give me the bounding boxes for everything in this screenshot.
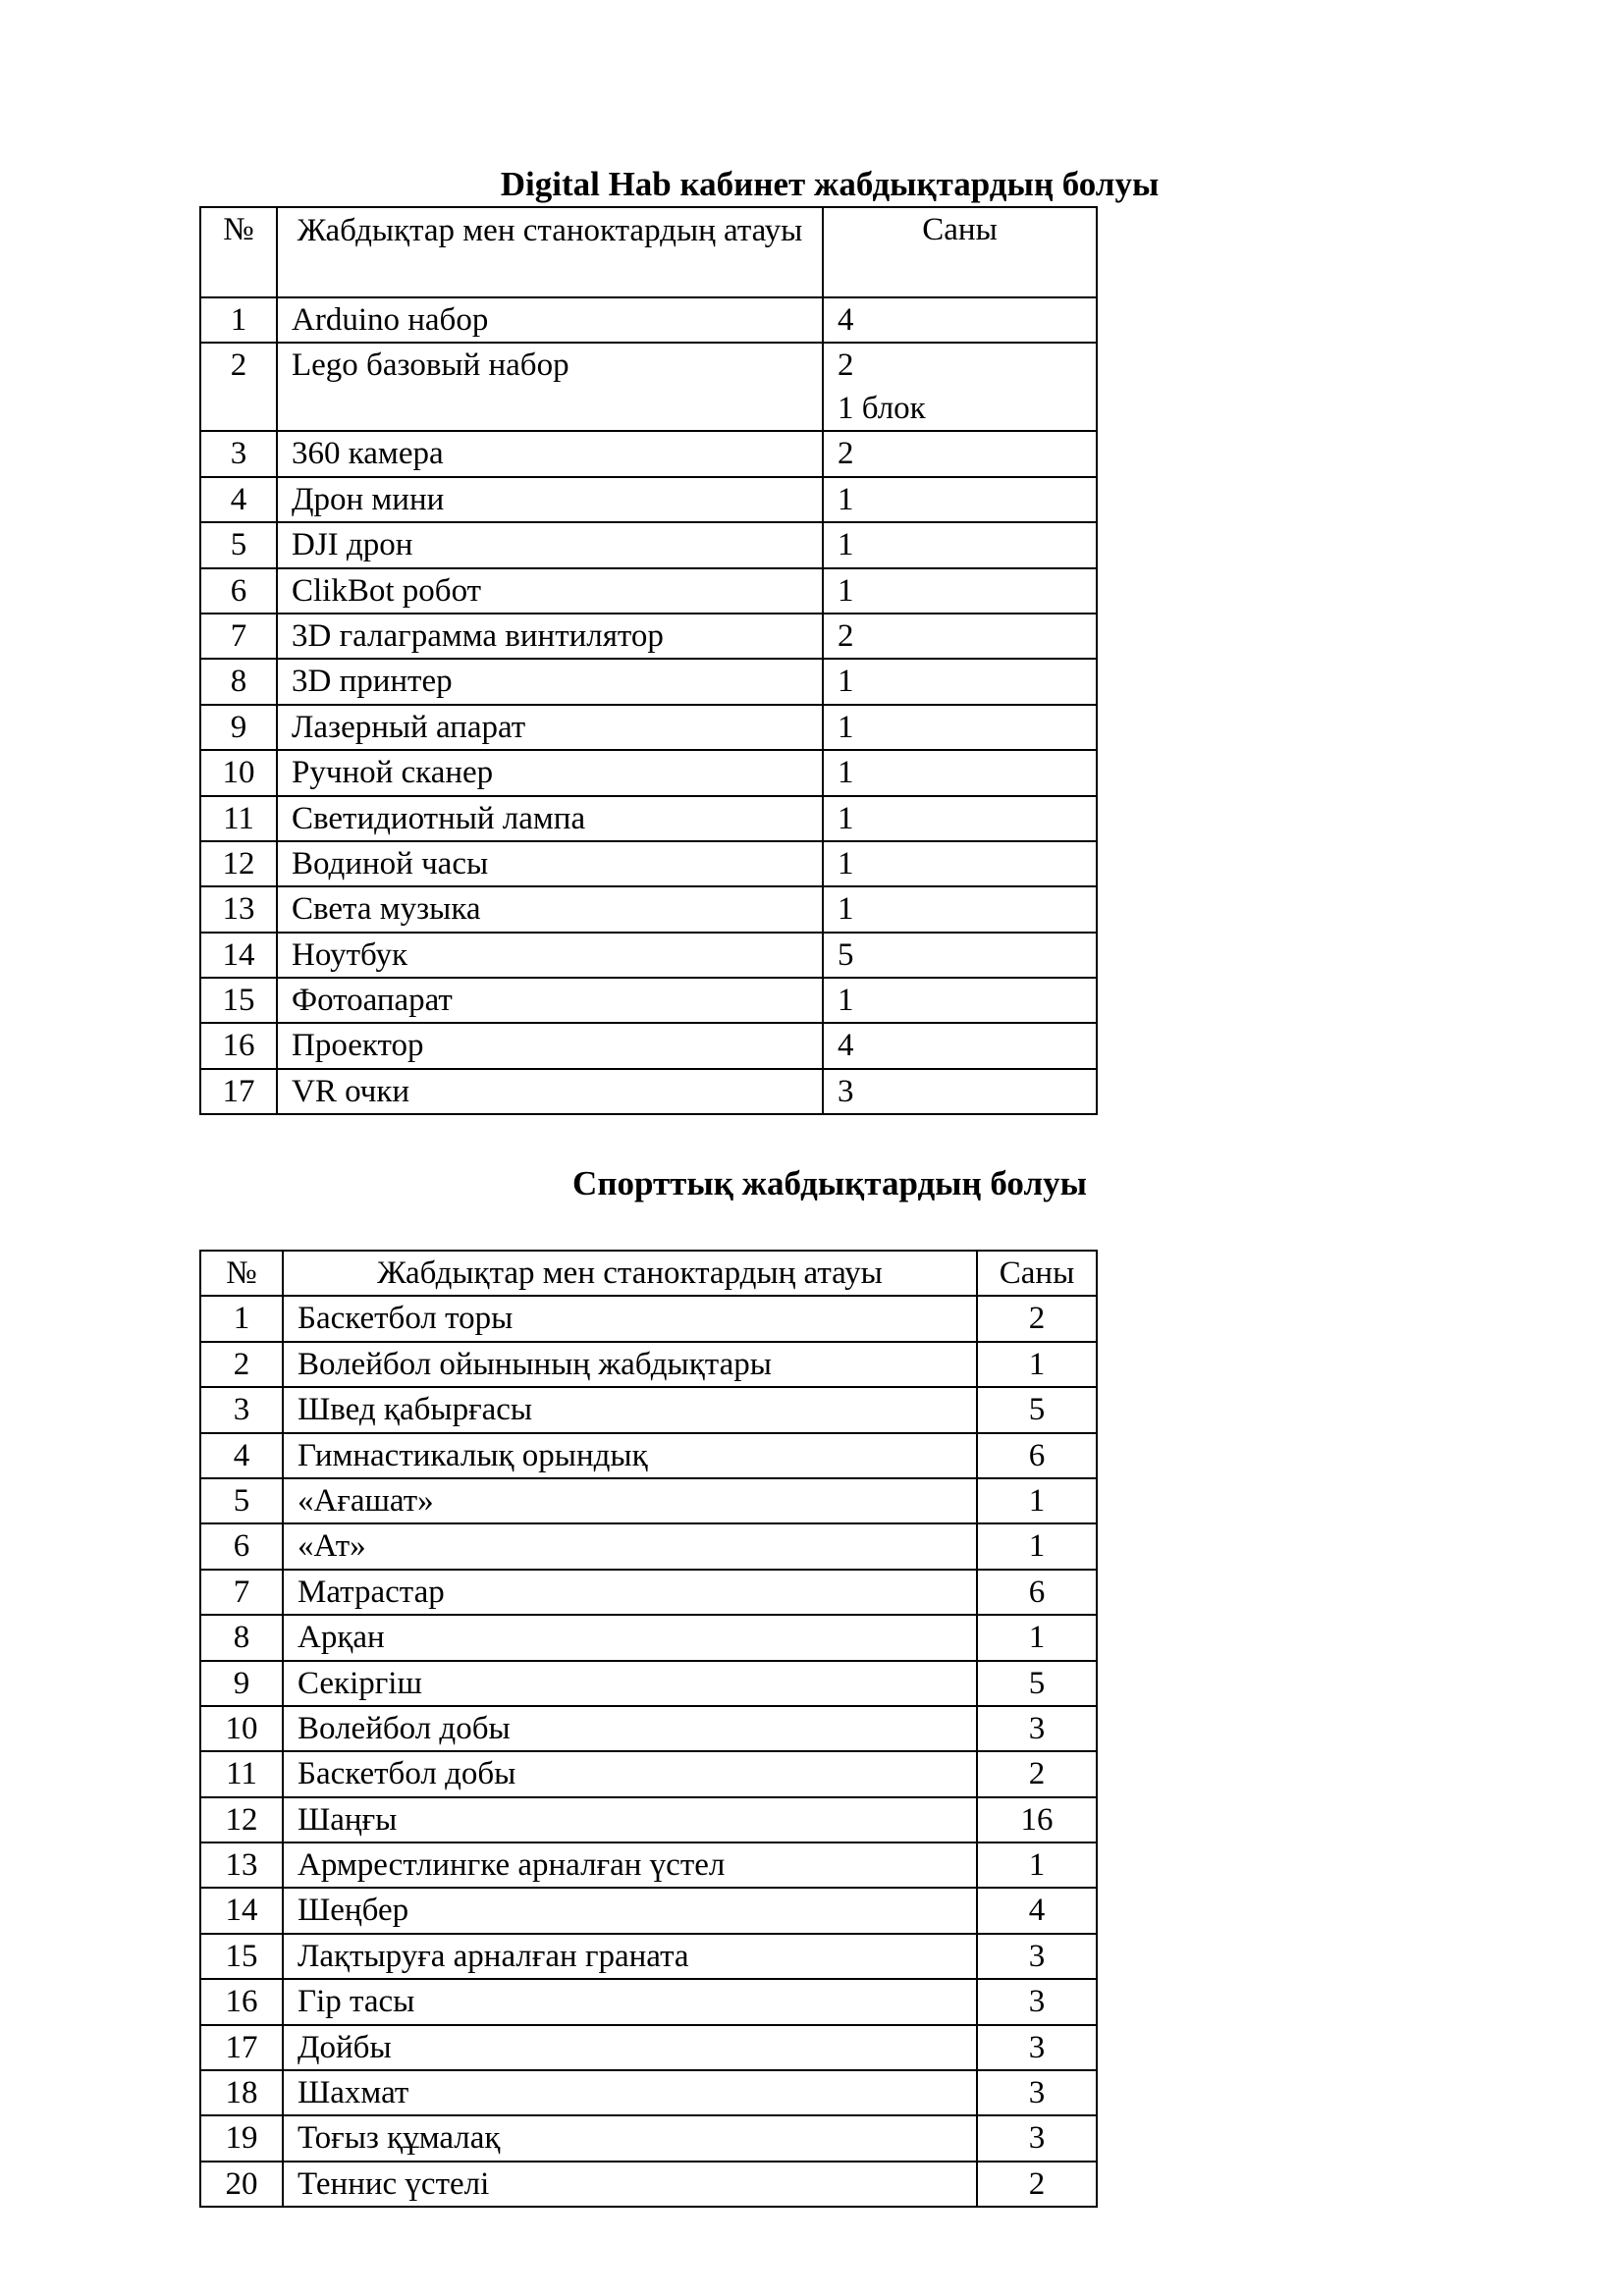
equipment-name: Света музыка bbox=[277, 886, 823, 932]
equipment-name: Баскетбол торы bbox=[283, 1296, 977, 1341]
row-number: 14 bbox=[200, 933, 277, 978]
equipment-quantity: 16 bbox=[977, 1797, 1097, 1842]
row-number: 15 bbox=[200, 978, 277, 1023]
row-number: 20 bbox=[200, 2162, 283, 2207]
row-number: 17 bbox=[200, 2025, 283, 2070]
row-number: 3 bbox=[200, 431, 277, 476]
equipment-name: Фотоапарат bbox=[277, 978, 823, 1023]
quantity-value: 3 bbox=[838, 1073, 854, 1109]
row-number: 8 bbox=[200, 659, 277, 704]
quantity-value: 1 bbox=[838, 845, 854, 881]
equipment-quantity: 3 bbox=[977, 2070, 1097, 2115]
table-row bbox=[200, 750, 1097, 795]
row-number: 13 bbox=[200, 886, 277, 932]
table-row bbox=[200, 1296, 1097, 1341]
table-row bbox=[200, 841, 1097, 886]
equipment-quantity: 1 bbox=[977, 1615, 1097, 1660]
table-row bbox=[200, 431, 1097, 476]
equipment-name: Шахмат bbox=[283, 2070, 977, 2115]
row-number: 9 bbox=[200, 705, 277, 750]
equipment-name: Тоғыз құмалақ bbox=[283, 2115, 977, 2161]
row-number: 13 bbox=[200, 1842, 283, 1888]
row-number: 6 bbox=[200, 1523, 283, 1569]
equipment-quantity bbox=[823, 750, 1097, 795]
row-number: 11 bbox=[200, 1751, 283, 1796]
table-row bbox=[200, 1706, 1097, 1751]
equipment-name: Гір тасы bbox=[283, 1979, 977, 2024]
equipment-quantity bbox=[823, 659, 1097, 704]
sports-equipment-table bbox=[199, 1250, 1098, 2208]
equipment-name: Шаңғы bbox=[283, 1797, 977, 1842]
equipment-name: Секіргіш bbox=[283, 1661, 977, 1706]
equipment-quantity bbox=[823, 705, 1097, 750]
equipment-name: Баскетбол добы bbox=[283, 1751, 977, 1796]
quantity-value: 1 bbox=[838, 664, 854, 700]
table-row bbox=[200, 522, 1097, 567]
equipment-quantity: 1 bbox=[977, 1478, 1097, 1523]
row-number: 10 bbox=[200, 750, 277, 795]
equipment-name: Ноутбук bbox=[277, 933, 823, 978]
quantity-value: 4 bbox=[838, 302, 854, 338]
quantity-value: 1 bbox=[838, 527, 854, 563]
equipment-name: Арқан bbox=[283, 1615, 977, 1660]
equipment-quantity: 2 bbox=[977, 2162, 1097, 2207]
equipment-quantity bbox=[823, 431, 1097, 476]
equipment-quantity: 5 bbox=[977, 1661, 1097, 1706]
equipment-name: Теннис үстелі bbox=[283, 2162, 977, 2207]
quantity-note: 1 блок bbox=[838, 391, 926, 427]
equipment-quantity: 6 bbox=[977, 1433, 1097, 1478]
table-row bbox=[200, 1661, 1097, 1706]
equipment-quantity: 1 bbox=[977, 1842, 1097, 1888]
quantity-value: 4 bbox=[838, 1028, 854, 1064]
row-number: 19 bbox=[200, 2115, 283, 2161]
table-row bbox=[200, 2162, 1097, 2207]
quantity-value: 1 bbox=[838, 572, 854, 609]
row-number: 7 bbox=[200, 1570, 283, 1615]
table-row bbox=[200, 933, 1097, 978]
equipment-quantity: 2 bbox=[977, 1751, 1097, 1796]
equipment-quantity bbox=[823, 477, 1097, 522]
quantity-value: 5 bbox=[838, 936, 854, 973]
equipment-name: Швед қабырғасы bbox=[283, 1387, 977, 1432]
row-number: 1 bbox=[200, 1296, 283, 1341]
equipment-quantity bbox=[823, 1069, 1097, 1114]
row-number: 4 bbox=[200, 1433, 283, 1478]
row-number: 12 bbox=[200, 841, 277, 886]
equipment-name: Водиной часы bbox=[277, 841, 823, 886]
table-row bbox=[200, 1842, 1097, 1888]
equipment-name: DJI дрон bbox=[277, 522, 823, 567]
quantity-value: 1 bbox=[838, 481, 854, 517]
equipment-name: 360 камера bbox=[277, 431, 823, 476]
equipment-quantity bbox=[823, 522, 1097, 567]
equipment-name: Дойбы bbox=[283, 2025, 977, 2070]
table-row bbox=[200, 343, 1097, 431]
row-number: 1 bbox=[200, 297, 277, 343]
header-name: Жабдықтар мен станоктардың атауы bbox=[277, 207, 823, 297]
equipment-name: Армрестлингке арналған үстел bbox=[283, 1842, 977, 1888]
row-number: 9 bbox=[200, 1661, 283, 1706]
table-row bbox=[200, 1934, 1097, 1979]
row-number: 18 bbox=[200, 2070, 283, 2115]
row-number: 16 bbox=[200, 1023, 277, 1068]
equipment-quantity: 3 bbox=[977, 2025, 1097, 2070]
row-number: 12 bbox=[200, 1797, 283, 1842]
equipment-quantity: 3 bbox=[977, 1934, 1097, 1979]
equipment-quantity: 1 bbox=[977, 1342, 1097, 1387]
header-name: Жабдықтар мен станоктардың атауы bbox=[283, 1251, 977, 1296]
equipment-quantity: 4 bbox=[977, 1888, 1097, 1933]
row-number: 10 bbox=[200, 1706, 283, 1751]
equipment-quantity bbox=[823, 978, 1097, 1023]
table-row bbox=[200, 2070, 1097, 2115]
table-row bbox=[200, 568, 1097, 614]
equipment-quantity: 3 bbox=[977, 2115, 1097, 2161]
table-row bbox=[200, 659, 1097, 704]
equipment-name: Лазерный апарат bbox=[277, 705, 823, 750]
quantity-value: 1 bbox=[838, 891, 854, 928]
equipment-name: «Ат» bbox=[283, 1523, 977, 1569]
row-number: 3 bbox=[200, 1387, 283, 1432]
row-number: 17 bbox=[200, 1069, 277, 1114]
table-row bbox=[200, 614, 1097, 659]
table-row bbox=[200, 1615, 1097, 1660]
header-quantity: Саны bbox=[977, 1251, 1097, 1296]
equipment-name: 3D галаграмма винтилятор bbox=[277, 614, 823, 659]
equipment-quantity: 1 bbox=[977, 1523, 1097, 1569]
table-row bbox=[200, 1751, 1097, 1796]
equipment-quantity bbox=[823, 1023, 1097, 1068]
quantity-value: 2 bbox=[838, 436, 854, 472]
row-number: 5 bbox=[200, 1478, 283, 1523]
table-row bbox=[200, 2025, 1097, 2070]
table-row bbox=[200, 1387, 1097, 1432]
row-number: 2 bbox=[200, 1342, 283, 1387]
equipment-quantity: 5 bbox=[977, 1387, 1097, 1432]
table-header-row bbox=[200, 207, 1097, 297]
row-number: 4 bbox=[200, 477, 277, 522]
equipment-quantity bbox=[823, 796, 1097, 841]
equipment-quantity bbox=[823, 933, 1097, 978]
equipment-name: Светидиотный лампа bbox=[277, 796, 823, 841]
equipment-name: 3D принтер bbox=[277, 659, 823, 704]
digital-hab-title: Digital Hab кабинет жабдықтардың болуы bbox=[500, 165, 1160, 203]
row-number: 16 bbox=[200, 1979, 283, 2024]
equipment-name: Шеңбер bbox=[283, 1888, 977, 1933]
equipment-name: Волейбол ойынының жабдықтары bbox=[283, 1342, 977, 1387]
digital-hab-equipment-table bbox=[199, 206, 1098, 1115]
table-row bbox=[200, 1523, 1097, 1569]
equipment-name: Волейбол добы bbox=[283, 1706, 977, 1751]
equipment-quantity bbox=[823, 343, 1097, 431]
equipment-quantity: 3 bbox=[977, 1706, 1097, 1751]
sports-equipment-title: Спорттық жабдықтардың болуы bbox=[572, 1164, 1087, 1202]
row-number: 8 bbox=[200, 1615, 283, 1660]
equipment-quantity: 3 bbox=[977, 1979, 1097, 2024]
row-number: 2 bbox=[200, 343, 277, 431]
quantity-value: 1 bbox=[838, 755, 854, 791]
table-row bbox=[200, 1069, 1097, 1114]
equipment-name: Lego базовый набор bbox=[277, 343, 823, 431]
row-number: 5 bbox=[200, 522, 277, 567]
equipment-name: Матрастар bbox=[283, 1570, 977, 1615]
equipment-name: Гимнастикалық орындық bbox=[283, 1433, 977, 1478]
equipment-name: Проектор bbox=[277, 1023, 823, 1068]
quantity-value: 1 bbox=[838, 709, 854, 745]
equipment-quantity bbox=[823, 568, 1097, 614]
equipment-quantity: 6 bbox=[977, 1570, 1097, 1615]
equipment-name: VR очки bbox=[277, 1069, 823, 1114]
quantity-value: 2 bbox=[838, 347, 854, 384]
quantity-value: 2 bbox=[838, 617, 854, 654]
table-row bbox=[200, 477, 1097, 522]
equipment-name: ClikBot робот bbox=[277, 568, 823, 614]
table-header-row bbox=[200, 1251, 1097, 1296]
table-row bbox=[200, 886, 1097, 932]
header-number: № bbox=[200, 207, 277, 297]
row-number: 14 bbox=[200, 1888, 283, 1933]
equipment-quantity bbox=[823, 297, 1097, 343]
quantity-value: 1 bbox=[838, 983, 854, 1019]
quantity-value: 1 bbox=[838, 800, 854, 836]
row-number: 11 bbox=[200, 796, 277, 841]
equipment-name: «Ағашат» bbox=[283, 1478, 977, 1523]
equipment-name: Ручной сканер bbox=[277, 750, 823, 795]
table-row bbox=[200, 1979, 1097, 2024]
table-row bbox=[200, 1478, 1097, 1523]
table-row bbox=[200, 1023, 1097, 1068]
table-row bbox=[200, 1570, 1097, 1615]
row-number: 6 bbox=[200, 568, 277, 614]
table-row bbox=[200, 297, 1097, 343]
header-quantity: Саны bbox=[823, 207, 1097, 297]
equipment-quantity bbox=[823, 614, 1097, 659]
table-row bbox=[200, 2115, 1097, 2161]
table-row bbox=[200, 705, 1097, 750]
equipment-quantity: 2 bbox=[977, 1296, 1097, 1341]
header-number: № bbox=[200, 1251, 283, 1296]
table-row bbox=[200, 796, 1097, 841]
equipment-name: Лақтыруға арналған граната bbox=[283, 1934, 977, 1979]
equipment-quantity bbox=[823, 841, 1097, 886]
equipment-name: Arduino набор bbox=[277, 297, 823, 343]
table-row bbox=[200, 1888, 1097, 1933]
table-row bbox=[200, 978, 1097, 1023]
table-row bbox=[200, 1433, 1097, 1478]
equipment-quantity bbox=[823, 886, 1097, 932]
equipment-name: Дрон мини bbox=[277, 477, 823, 522]
table-row bbox=[200, 1342, 1097, 1387]
row-number: 15 bbox=[200, 1934, 283, 1979]
row-number: 7 bbox=[200, 614, 277, 659]
table-row bbox=[200, 1797, 1097, 1842]
